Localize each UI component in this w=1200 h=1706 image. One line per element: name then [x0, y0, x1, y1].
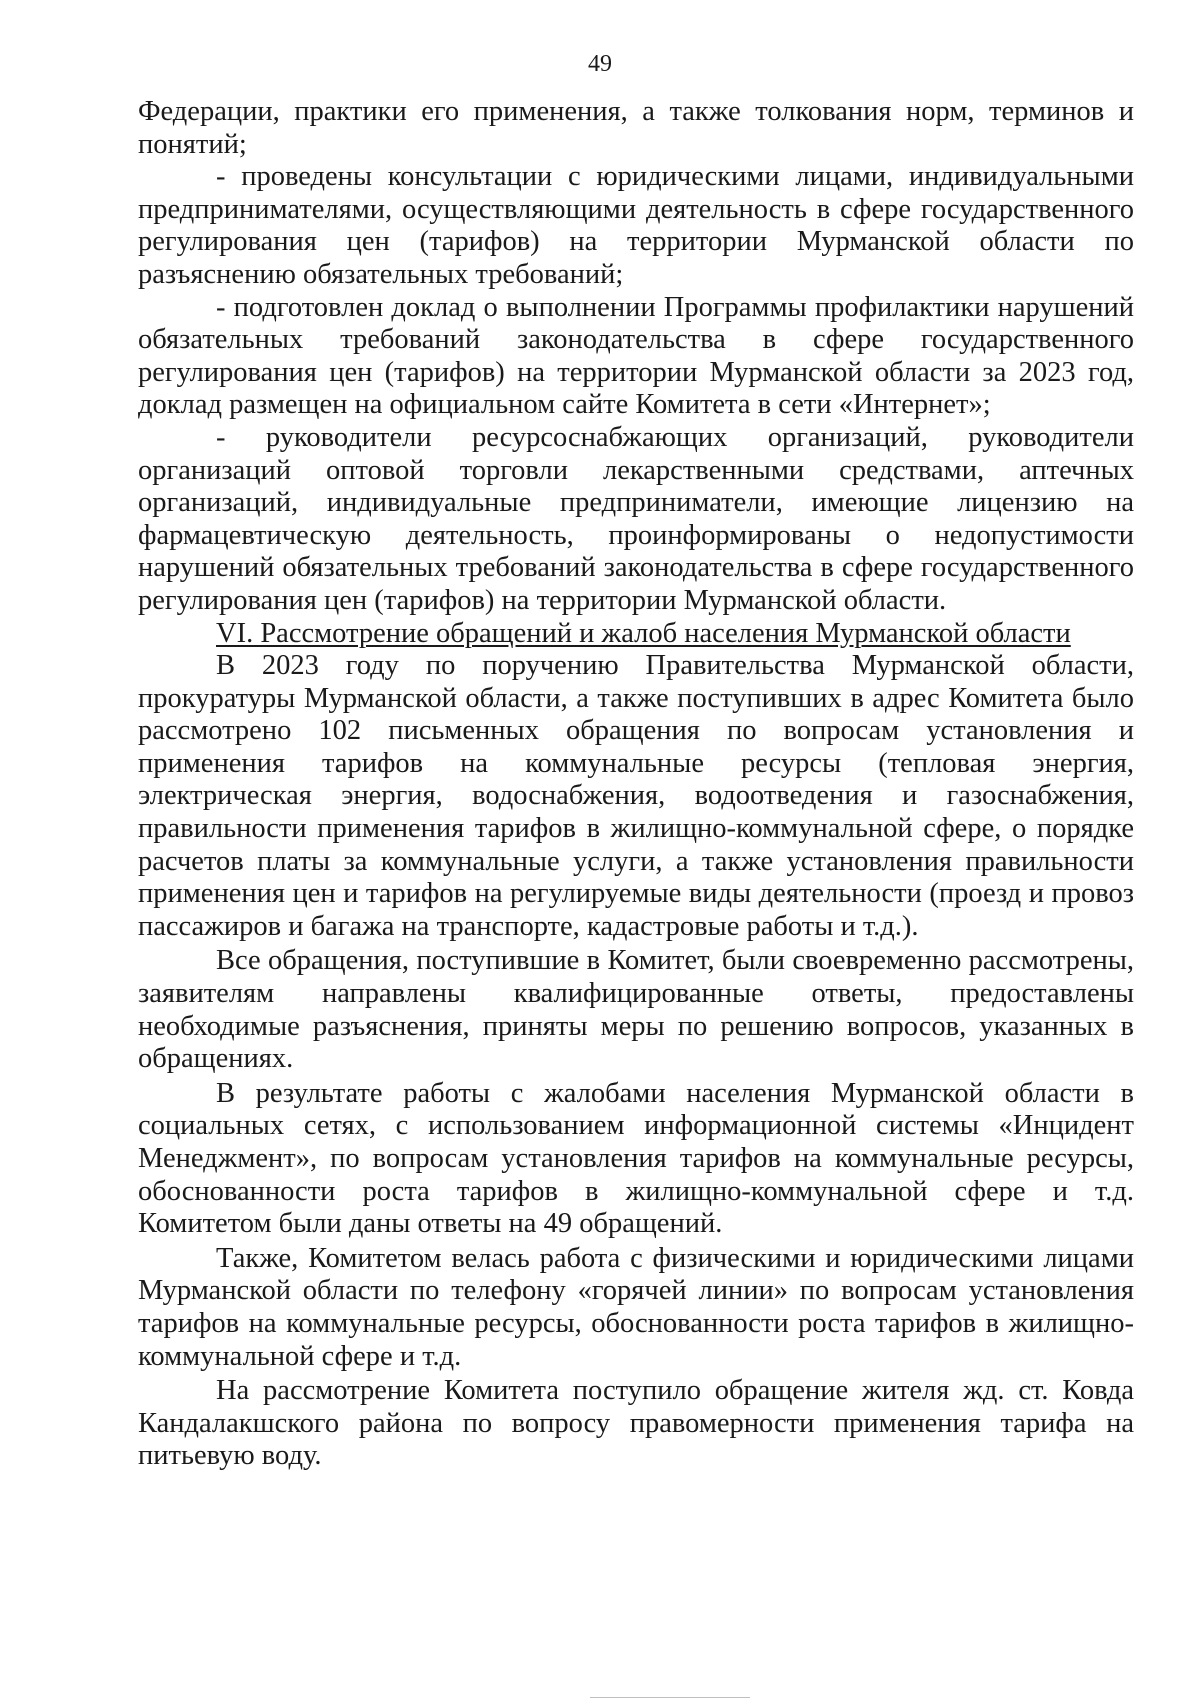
page-number: 49 — [588, 51, 612, 77]
paragraph-hotline: Также, Комитетом велась работа с физическими и юридическими лицами Мурманской области по телефону «горячей линии» по вопросам установления тарифов на коммунальные ресурсы, обоснованности роста тарифов в жилищно-коммунальной сфере и т.д. — [138, 1242, 1134, 1372]
list-item-report: - подготовлен доклад о выполнении Программы профилактики нарушений обязательных требований законодательства в сфере государственного регулирования цен (тарифов) на территории Мурманской области за 2023 год, доклад размещен на официальном сайте Комитета в сети «Интернет»; — [138, 291, 1134, 421]
paragraph-appeals-reviewed: Все обращения, поступившие в Комитет, были своевременно рассмотрены, заявителям направлены квалифицированные ответы, предоставлены необходимые разъяснения, приняты меры по решению вопросов, указанных в обращениях. — [138, 945, 1134, 1075]
list-item-informed: - руководители ресурсоснабжающих организаций, руководители организаций оптовой торговли лекарственными средствами, аптечных организаций, индивидуальные предприниматели, имеющие лицензию на фармацевтическую деятельность, проинформированы о недопустимости нарушений обязательных требований законодательства в сфере государственного регулирования цен (тарифов) на территории Мурманской области. — [138, 421, 1134, 616]
paragraph-appeals-count: В 2023 году по поручению Правительства Мурманской области, прокуратуры Мурманской области, а также поступивших в адрес Комитета было рассмотрено 102 письменных обращения по вопросам установления и применения тарифов на коммунальные ресурсы (тепловая энергия, электрическая энергия, водоснабжения, водоотведения и газоснабжения, правильности применения тарифов в жилищно-коммунальной сфере, о порядке расчетов платы за коммунальные услуги, а также установления правильности применения цен и тарифов на регулируемые виды деятельности (проезд и провоз пассажиров и багажа на транспорте, кадастровые работы и т.д.). — [138, 650, 1134, 942]
section-heading-text: VI. Рассмотрение обращений и жалоб населения Мурманской области — [216, 617, 1071, 649]
paragraph-social-networks: В результате работы с жалобами населения Мурманской области в социальных сетях, с использованием информационной системы «Инцидент Менеджмент», по вопросам установления тарифов на коммунальные ресурсы, обоснованности роста тарифов в жилищно-коммунальной сфере и т.д. Комитетом были даны ответы на 49 обращений. — [138, 1077, 1134, 1240]
section-heading — [138, 618, 1134, 651]
document-body — [138, 96, 1134, 1473]
paragraph-kovda-appeal: На рассмотрение Комитета поступило обращение жителя жд. ст. Ковда Кандалакшского района по вопросу правомерности применения тарифа на питьевую воду. — [138, 1375, 1134, 1472]
list-item-consultations: - проведены консультации с юридическими лицами, индивидуальными предпринимателями, осуществляющими деятельность в сфере государственного регулирования цен (тарифов) на территории Мурманской области по разъяснению обязательных требований; — [138, 161, 1134, 290]
bottom-scan-line — [590, 1697, 750, 1698]
paragraph-continuation: Федерации, практики его применения, а также толкования норм, терминов и понятий; — [138, 96, 1134, 160]
